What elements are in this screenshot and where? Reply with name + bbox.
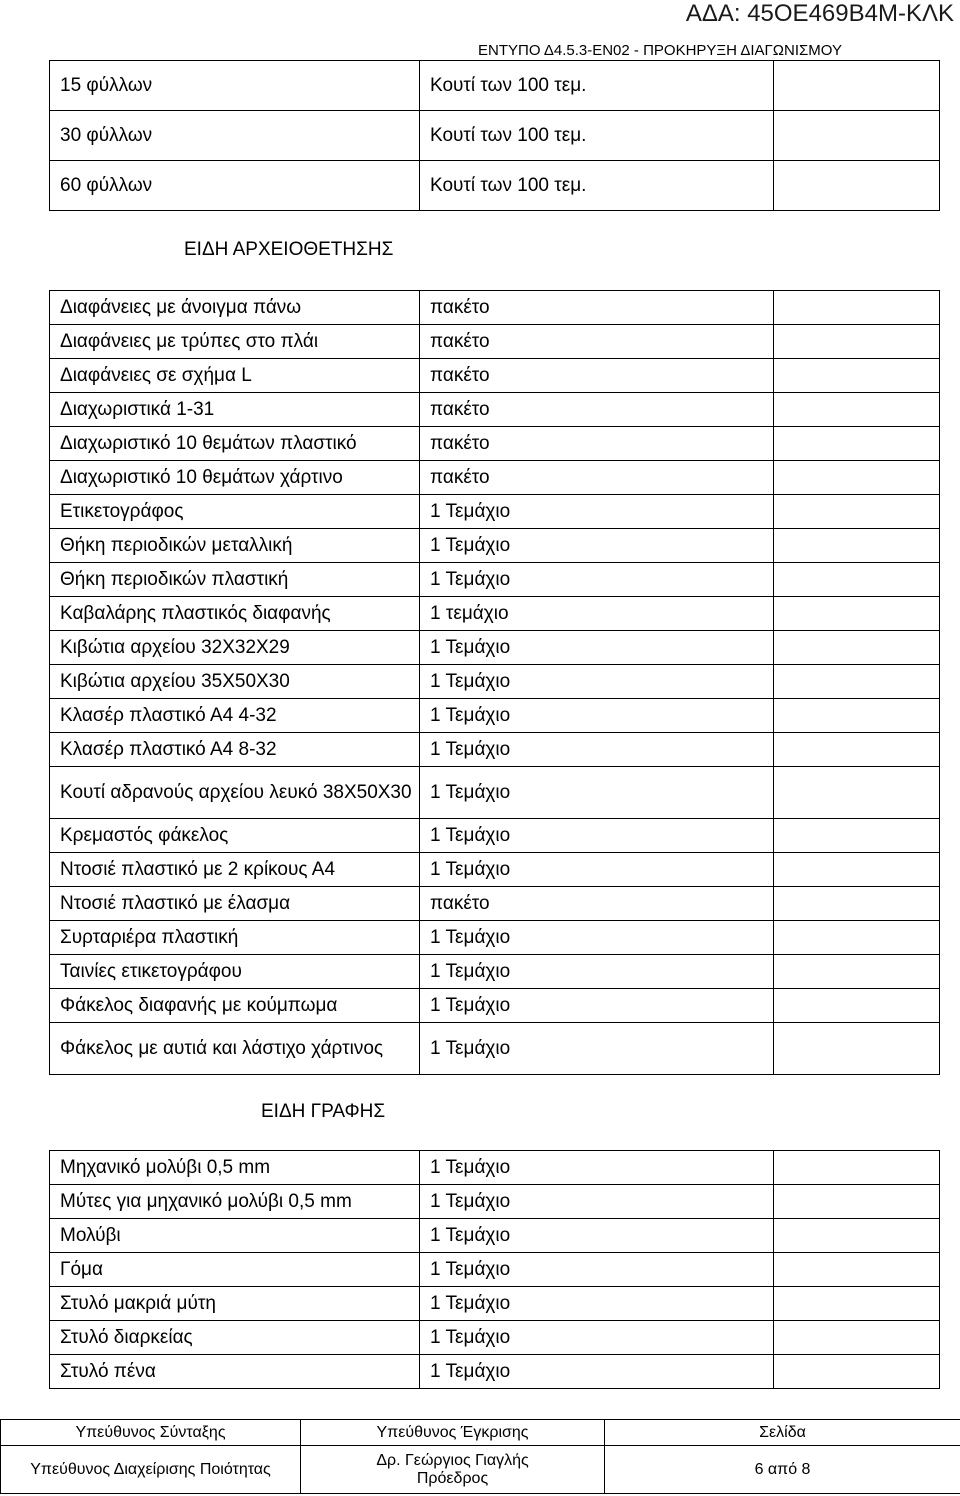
footer-header-row: [1, 1420, 960, 1446]
item-name: 60 φύλλων: [50, 161, 420, 211]
item-unit: Κουτί των 100 τεμ.: [420, 161, 774, 211]
table-row: [50, 1287, 940, 1321]
item-unit: 1 Τεμάχιο: [420, 699, 774, 733]
table-row: [50, 495, 940, 529]
item-unit: 1 Τεμάχιο: [420, 1023, 774, 1075]
empty-cell: [774, 853, 940, 887]
item-unit: 1 Τεμάχιο: [420, 563, 774, 597]
section-title-writing: ΕΙΔΗ ΓΡΑΦΗΣ: [261, 1101, 386, 1122]
empty-cell: [774, 819, 940, 853]
item-name: Γόμα: [50, 1253, 420, 1287]
item-name: Διαφάνειες με τρύπες στο πλάι: [50, 325, 420, 359]
empty-cell: [774, 733, 940, 767]
item-unit: 1 Τεμάχιο: [420, 819, 774, 853]
item-name: Μολύβι: [50, 1219, 420, 1253]
item-name: Διαχωριστικό 10 θεμάτων χάρτινο: [50, 461, 420, 495]
table-row: [50, 111, 940, 161]
item-name: Ντοσιέ πλαστικό με 2 κρίκους Α4: [50, 853, 420, 887]
empty-cell: [774, 921, 940, 955]
empty-cell: [774, 955, 940, 989]
table-row: [50, 359, 940, 393]
table-row: [50, 1151, 940, 1185]
item-name: Κουτί αδρανούς αρχείου λευκό 38Χ50Χ30: [50, 767, 420, 819]
approver-role: Πρόεδρος: [416, 1469, 489, 1487]
item-unit: Κουτί των 100 τεμ.: [420, 111, 774, 161]
empty-cell: [774, 597, 940, 631]
footer-author-value: Υπεύθυνος Διαχείρισης Ποιότητας: [1, 1446, 301, 1494]
table-row: [50, 291, 940, 325]
empty-cell: [774, 61, 940, 111]
item-unit: πακέτο: [420, 291, 774, 325]
table-row: [50, 325, 940, 359]
table-row: [50, 819, 940, 853]
table-row: [50, 1321, 940, 1355]
approver-name: Δρ. Γεώργιος Γιαγλής: [376, 1451, 529, 1469]
writing-table: [49, 1150, 940, 1389]
empty-cell: [774, 1023, 940, 1075]
empty-cell: [774, 1321, 940, 1355]
table-row: [50, 767, 940, 819]
item-name: Διαχωριστικά 1-31: [50, 393, 420, 427]
item-unit: πακέτο: [420, 393, 774, 427]
section-title-filing: ΕΙΔΗ ΑΡΧΕΙΟΘΕΤΗΣΗΣ: [184, 239, 394, 260]
empty-cell: [774, 1253, 940, 1287]
item-unit: 1 Τεμάχιο: [420, 1185, 774, 1219]
table-row: [50, 529, 940, 563]
item-unit: 1 Τεμάχιο: [420, 955, 774, 989]
item-name: Κλασέρ πλαστικό Α4 8-32: [50, 733, 420, 767]
item-name: Διαφάνειες με άνοιγμα πάνω: [50, 291, 420, 325]
item-unit: 1 Τεμάχιο: [420, 1253, 774, 1287]
footer-approval-header: Υπεύθυνος Έγκρισης: [301, 1420, 605, 1446]
item-name: 15 φύλλων: [50, 61, 420, 111]
empty-cell: [774, 427, 940, 461]
item-unit: 1 Τεμάχιο: [420, 1219, 774, 1253]
item-name: Ετικετογράφος: [50, 495, 420, 529]
filing-table: [49, 290, 940, 1075]
item-name: Μύτες για μηχανικό μολύβι 0,5 mm: [50, 1185, 420, 1219]
empty-cell: [774, 291, 940, 325]
table-row: [50, 161, 940, 211]
empty-cell: [774, 495, 940, 529]
table-row: [50, 853, 940, 887]
table-row: [50, 1219, 940, 1253]
item-unit: πακέτο: [420, 359, 774, 393]
item-name: Ντοσιέ πλαστικό με έλασμα: [50, 887, 420, 921]
empty-cell: [774, 563, 940, 597]
empty-cell: [774, 887, 940, 921]
table-row: [50, 61, 940, 111]
item-unit: 1 Τεμάχιο: [420, 1355, 774, 1389]
empty-cell: [774, 461, 940, 495]
footer-page-value: 6 από 8: [605, 1446, 960, 1494]
item-unit: πακέτο: [420, 461, 774, 495]
item-unit: 1 Τεμάχιο: [420, 1151, 774, 1185]
item-unit: πακέτο: [420, 427, 774, 461]
footer-author-header: Υπεύθυνος Σύνταξης: [1, 1420, 301, 1446]
item-name: Κρεμαστός φάκελος: [50, 819, 420, 853]
table-row: [50, 631, 940, 665]
table-row: [50, 733, 940, 767]
table-row: [50, 1023, 940, 1075]
table-row: [50, 1253, 940, 1287]
item-name: Κλασέρ πλαστικό Α4 4-32: [50, 699, 420, 733]
item-name: Στυλό πένα: [50, 1355, 420, 1389]
item-unit: 1 Τεμάχιο: [420, 529, 774, 563]
table-row: [50, 461, 940, 495]
empty-cell: [774, 1287, 940, 1321]
empty-cell: [774, 529, 940, 563]
item-name: Φάκελος διαφανής με κούμπωμα: [50, 989, 420, 1023]
item-unit: 1 Τεμάχιο: [420, 989, 774, 1023]
table-row: [50, 597, 940, 631]
empty-cell: [774, 111, 940, 161]
table-row: [50, 699, 940, 733]
item-unit: 1 Τεμάχιο: [420, 1287, 774, 1321]
table-row: [50, 665, 940, 699]
item-name: Διαφάνειες σε σχήμα L: [50, 359, 420, 393]
table-row: [50, 887, 940, 921]
item-unit: 1 τεμάχιο: [420, 597, 774, 631]
empty-cell: [774, 1151, 940, 1185]
item-name: Μηχανικό μολύβι 0,5 mm: [50, 1151, 420, 1185]
item-name: Στυλό διαρκείας: [50, 1321, 420, 1355]
item-unit: πακέτο: [420, 887, 774, 921]
ada-code: ΑΔΑ: 45ΟΕ469Β4Μ-ΚΛΚ: [685, 0, 954, 27]
empty-cell: [774, 359, 940, 393]
empty-cell: [774, 161, 940, 211]
empty-cell: [774, 767, 940, 819]
footer-value-row: [1, 1446, 960, 1494]
item-name: 30 φύλλων: [50, 111, 420, 161]
item-unit: 1 Τεμάχιο: [420, 665, 774, 699]
item-unit: 1 Τεμάχιο: [420, 853, 774, 887]
item-name: Διαχωριστικό 10 θεμάτων πλαστικό: [50, 427, 420, 461]
item-name: Θήκη περιοδικών μεταλλική: [50, 529, 420, 563]
empty-cell: [774, 325, 940, 359]
item-unit: 1 Τεμάχιο: [420, 1321, 774, 1355]
table-row: [50, 989, 940, 1023]
item-name: Φάκελος με αυτιά και λάστιχο χάρτινος: [50, 1023, 420, 1075]
table-row: [50, 1355, 940, 1389]
table-row: [50, 1185, 940, 1219]
table-row: [50, 921, 940, 955]
table-row: [50, 955, 940, 989]
footer-approval-value: [301, 1446, 605, 1494]
item-name: Καβαλάρης πλαστικός διαφανής: [50, 597, 420, 631]
empty-cell: [774, 631, 940, 665]
item-name: Κιβώτια αρχείου 32Χ32Χ29: [50, 631, 420, 665]
table-row: [50, 563, 940, 597]
empty-cell: [774, 393, 940, 427]
table-row: [50, 393, 940, 427]
item-unit: 1 Τεμάχιο: [420, 733, 774, 767]
item-name: Συρταριέρα πλαστική: [50, 921, 420, 955]
form-code: ΕΝΤΥΠΟ Δ4.5.3-ΕΝ02 - ΠΡΟΚΗΡΥΞΗ ΔΙΑΓΩΝΙΣΜΟΥ: [478, 42, 842, 59]
item-unit: 1 Τεμάχιο: [420, 921, 774, 955]
item-unit: Κουτί των 100 τεμ.: [420, 61, 774, 111]
empty-cell: [774, 989, 940, 1023]
empty-cell: [774, 699, 940, 733]
footer-page-header: Σελίδα: [605, 1420, 960, 1446]
item-unit: 1 Τεμάχιο: [420, 767, 774, 819]
empty-cell: [774, 1355, 940, 1389]
item-name: Ταινίες ετικετογράφου: [50, 955, 420, 989]
top-table: [49, 60, 940, 211]
empty-cell: [774, 1185, 940, 1219]
item-name: Θήκη περιοδικών πλαστική: [50, 563, 420, 597]
item-unit: 1 Τεμάχιο: [420, 495, 774, 529]
item-name: Στυλό μακριά μύτη: [50, 1287, 420, 1321]
table-row: [50, 427, 940, 461]
item-name: Κιβώτια αρχείου 35Χ50Χ30: [50, 665, 420, 699]
empty-cell: [774, 1219, 940, 1253]
empty-cell: [774, 665, 940, 699]
item-unit: πακέτο: [420, 325, 774, 359]
footer-table: [0, 1419, 960, 1494]
item-unit: 1 Τεμάχιο: [420, 631, 774, 665]
